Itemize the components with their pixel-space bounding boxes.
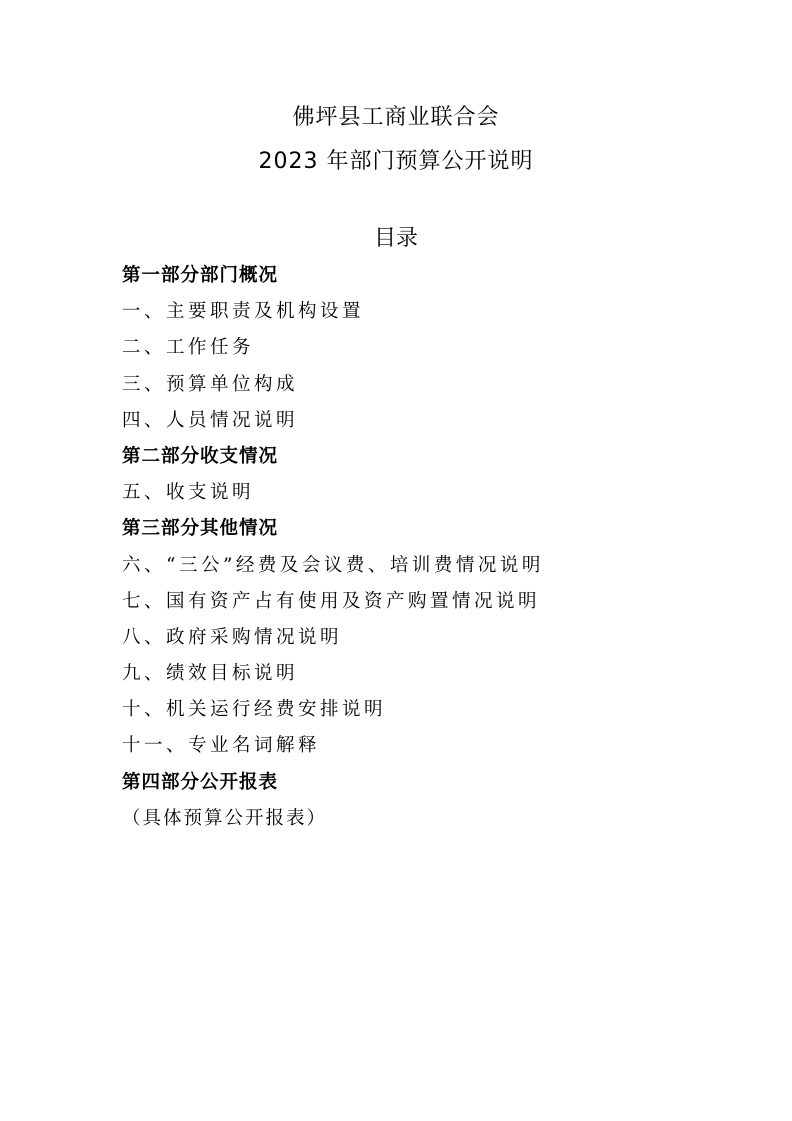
toc-item: 七、国有资产占有使用及资产购置情况说明 — [122, 590, 541, 612]
toc-section-3: 第三部分其他情况 — [122, 518, 279, 540]
toc-item: 八、政府采购情况说明 — [122, 626, 343, 648]
toc-item: 二、工作任务 — [122, 337, 255, 359]
toc-heading: 目录 — [373, 226, 418, 251]
toc-item: 十一、专业名词解释 — [122, 735, 321, 757]
toc-item: 三、预算单位构成 — [122, 373, 299, 395]
toc-note: （具体预算公开报表） — [122, 807, 328, 829]
toc-item: 一、主要职责及机构设置 — [122, 301, 365, 323]
toc-item: 六、“三公”经费及会议费、培训费情况说明 — [122, 554, 544, 576]
document-subtitle: 2023 年部门预算公开说明 — [258, 149, 534, 174]
toc-item: 四、人员情况说明 — [122, 409, 299, 431]
toc-item: 十、机关运行经费安排说明 — [122, 699, 387, 721]
toc-item: 九、绩效目标说明 — [122, 663, 299, 685]
toc-section-2: 第二部分收支情况 — [122, 445, 279, 467]
toc-section-1: 第一部分部门概况 — [122, 265, 279, 286]
toc-item: 五、收支说明 — [122, 482, 255, 504]
toc-section-4: 第四部分公开报表 — [122, 771, 279, 793]
document-title: 佛坪县工商业联合会 — [292, 105, 500, 130]
table-of-contents — [122, 258, 544, 837]
